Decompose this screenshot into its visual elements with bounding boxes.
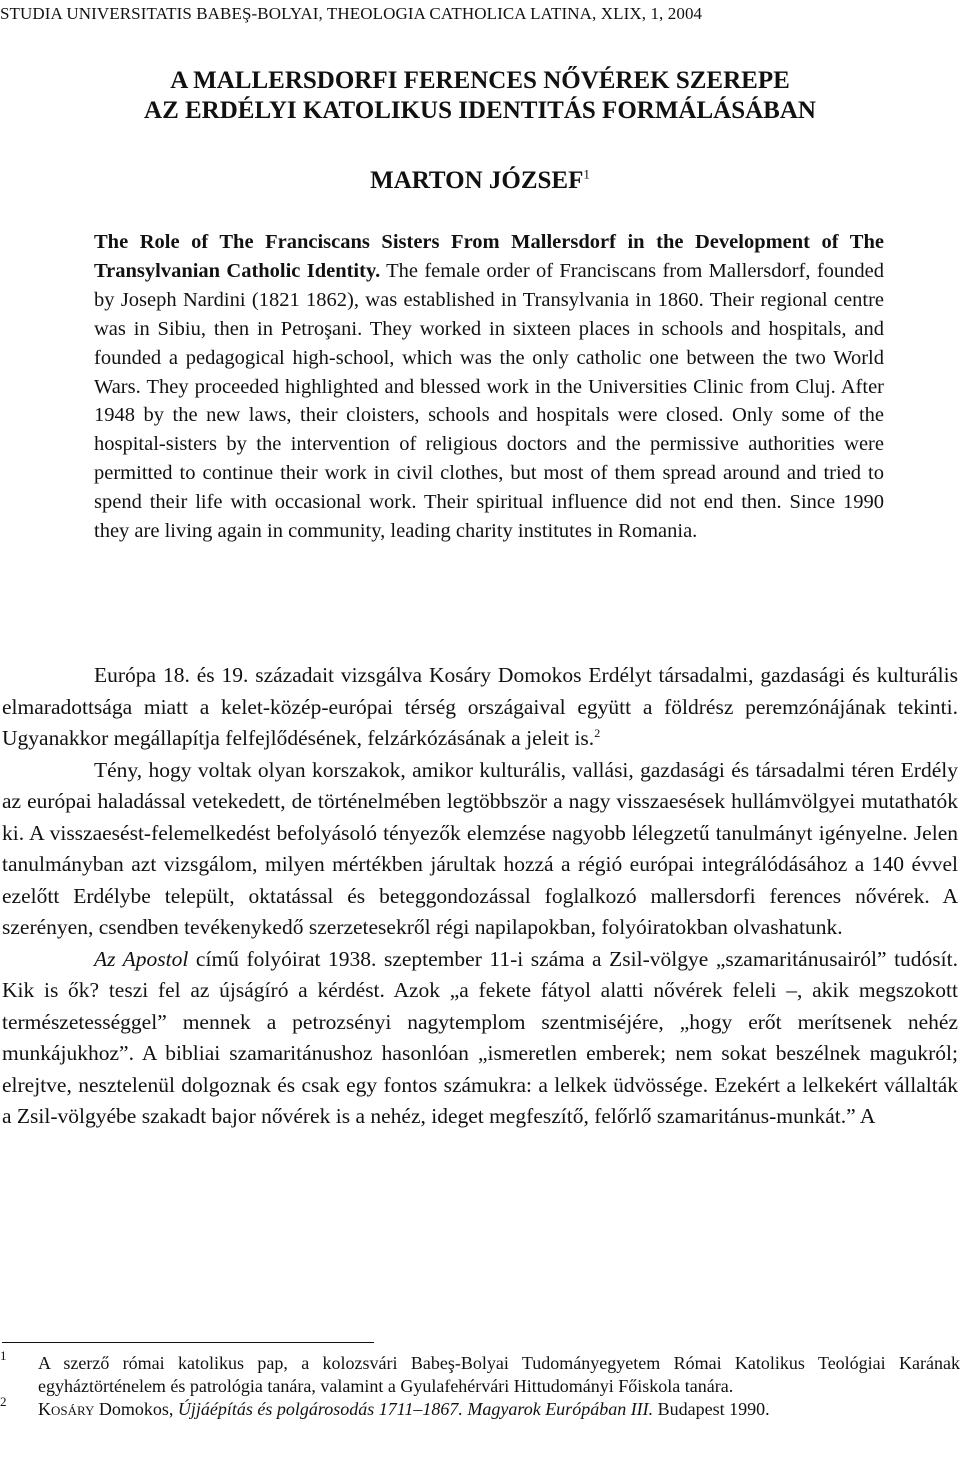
footnote-separator [2,1342,374,1343]
footnotes [0,1348,960,1421]
abstract [94,228,884,546]
author-line [0,166,960,196]
footnote-2-number: 2 [0,1394,7,1409]
footnote-2-imprint: Budapest 1990. [657,1399,770,1419]
footnote-2 [0,1394,960,1421]
body-paragraph-1-text: Európa 18. és 19. századait vizsgálva Kosáry Domokos Erdélyt társadalmi, gazdasági és kulturális elmaradottsága miatt a kelet-közép-európai térség országaival együtt a földrész peremzónájának tekinti. Ugyanakkor megállapítja felfejlődésének, felzárkózásának a jeleit is. [2,663,958,750]
body-paragraph-3-text: című folyóirat 1938. szeptember 11-i száma a Zsil-völgye „szamaritánusairól” tudósít. Kik is ők? teszi fel az újságíró a kérdést. Azok „a fekete fátyol alatti nővérek feleli –, akik megszokott természetességgel” mennek a petrozsényi nagytemplom szentmiséjére, „hogy erőt merítsenek nehéz munkájukhoz”. A bibliai szamaritánushoz hasonlóan „ismeretlen emberek; nem sokat beszélnek magukról; elrejtve, nesztelenül dolgoznak és csak egy fontos számukra: a lelkek üdvössége. Ezekért a lelkekért vállalták a Zsil-völgyébe szakadt bajor nővérek is a nehéz, ideget megfeszítő, felőrlő szamaritánus-munkát.” A [2,946,958,1128]
article-title [0,66,960,126]
article-title-line-2: AZ ERDÉLYI KATOLIKUS IDENTITÁS FORMÁLÁSÁBAN [144,97,816,124]
author-name: MARTON JÓZSEF [370,167,584,194]
running-header: STUDIA UNIVERSITATIS BABEŞ-BOLYAI, THEOLOGIA CATHOLICA LATINA, XLIX, 1, 2004 [0,4,703,23]
body-paragraph-3 [2,944,958,1133]
footnote-1 [0,1348,960,1397]
footnote-2-author-given: Domokos, [98,1399,174,1419]
author-footnote-mark[interactable]: 1 [583,166,590,182]
footnote-1-text: A szerző római katolikus pap, a kolozsvári Babeş-Bolyai Tudományegyetem Római Katolikus Teológiai Karának egyháztörténelem és patrológia tanára, valamint a Gyulafehérvári Hittudományi Főiskola tanára. [38,1353,960,1396]
journal-title: Az Apostol [94,946,189,971]
body-paragraph-1 [2,660,958,755]
body-footnote-mark[interactable]: 2 [594,725,601,740]
body-text [2,660,958,1133]
abstract-title: The Role of The Franciscans Sisters From Mallersdorf in the Development of The Transylvanian Catholic Identity. [94,231,884,282]
body-paragraph-2: Tény, hogy voltak olyan korszakok, amikor kulturális, vallási, gazdasági és társadalmi téren Erdély az európai haladással vetekedett, de történelmében legtöbbször a nagy visszaesések hullámvölgyei mutathatók ki. A visszaesést-felemelkedést befolyásoló tényezők elemzése nagyobb lélegzetű tanulmányt igényelne. Jelen tanulmányban azt vizsgálom, milyen mértékben járultak hozzá a régió európai integrálódásához a 140 évvel ezelőtt Erdélybe települt, oktatással és beteggondozással foglalkozó mallersdorfi ferences nővérek. A szerényen, csendben tevékenykedő szerzetesekről régi napilapokban, folyóiratokban olvashatunk. [2,757,958,939]
footnote-1-number: 1 [0,1348,7,1363]
abstract-text: The female order of Franciscans from Mallersdorf, founded by Joseph Nardini (1821 1862), was established in Transylvania in 1860. Their regional centre was in Sibiu, then in Petroşani. They worked in sixteen places in schools and hospitals, and founded a pedagogical high-school, which was the only catholic one between the two World Wars. They proceeded highlighted and blessed work in the Universities Clinic from Cluj. After 1948 by the new laws, their cloisters, schools and hospitals were closed. Only some of the hospital-sisters by the intervention of religious doctors and the permissive authorities were permitted to continue their work in civil clothes, but most of them spread around and tried to spend their life with occasional work. Their spiritual influence did not end then. Since 1990 they are living again in community, leading charity institutes in Romania. [94,259,884,543]
footnote-2-title: Újjáépítás és polgárosodás 1711–1867. Magyarok Európában III. [177,1399,654,1419]
article-title-line-1: A MALLERSDORFI FERENCES NŐVÉREK SZEREPE [170,67,790,94]
footnote-2-author-surname: Kosáry [38,1399,95,1419]
